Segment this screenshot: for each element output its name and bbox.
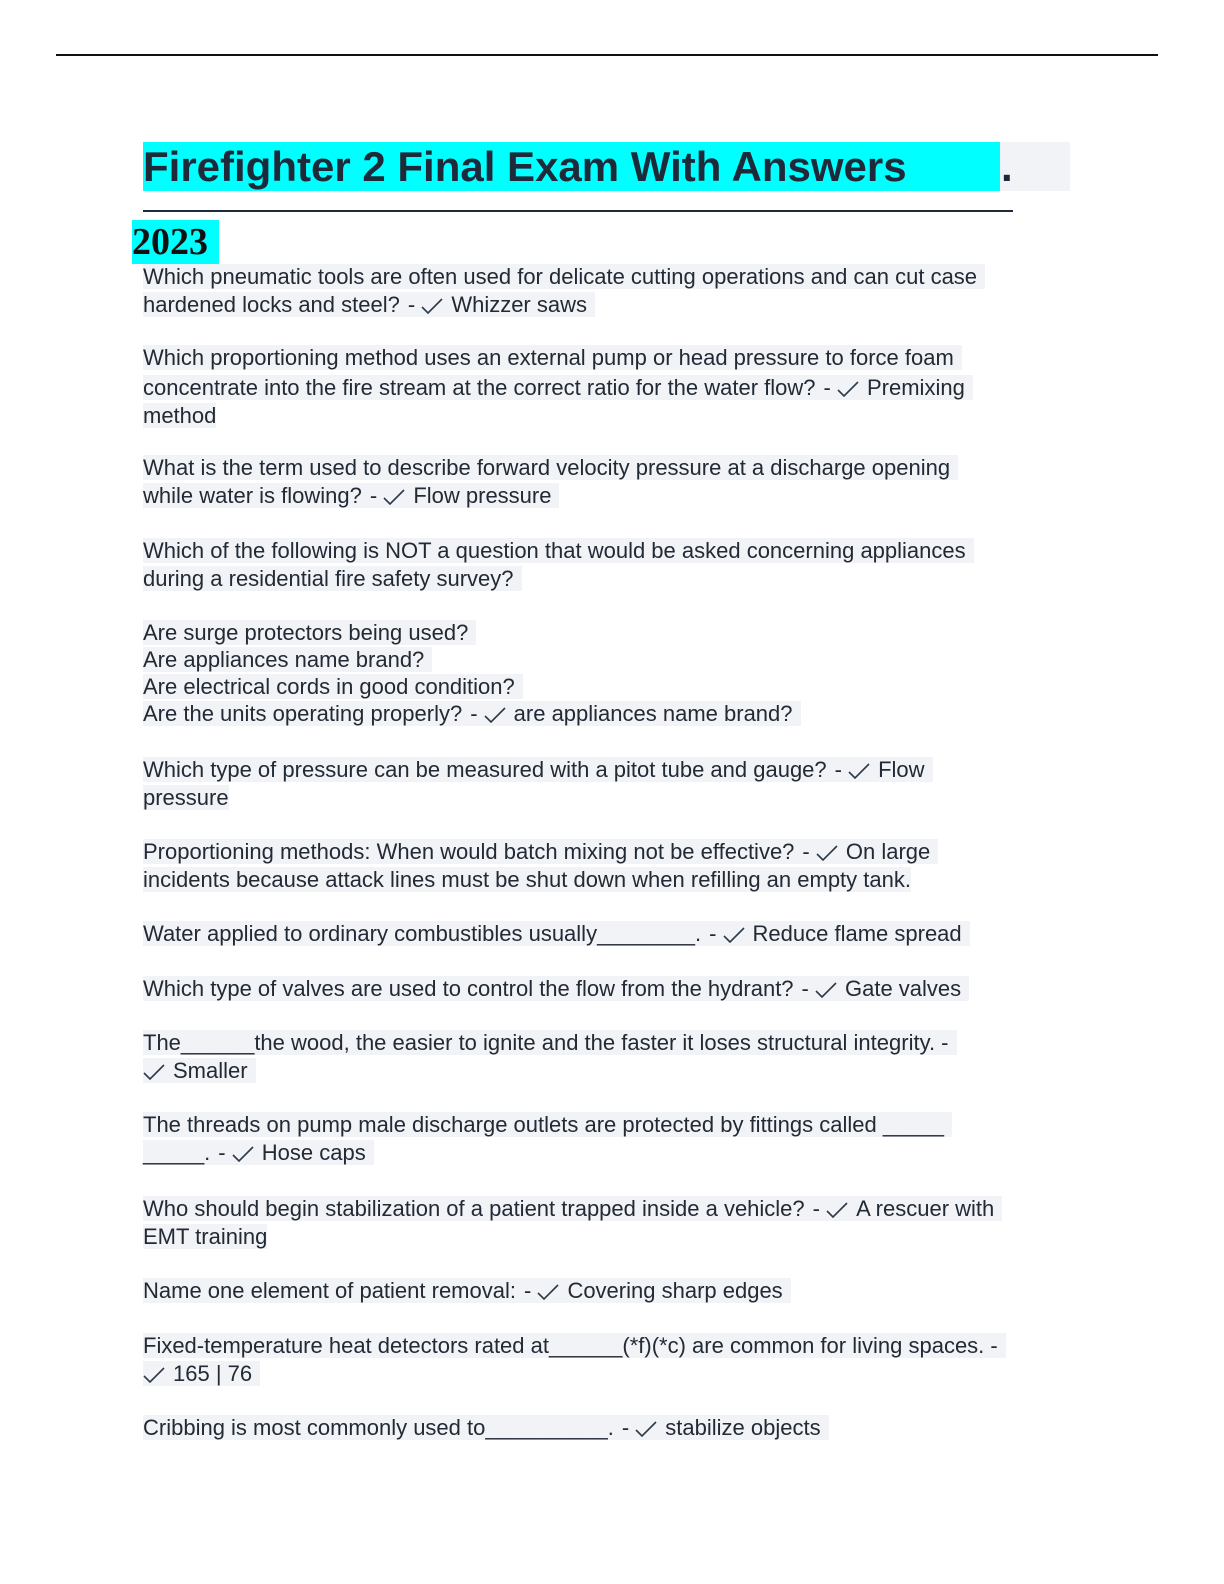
- answer-text: Hose caps: [262, 1140, 374, 1165]
- answer-marker: -: [813, 1196, 856, 1221]
- check-mark-icon: [815, 982, 837, 998]
- answer-marker: -: [218, 1140, 261, 1165]
- check-mark-icon: [635, 1421, 657, 1437]
- answer-text: Reduce flame spread: [753, 921, 970, 946]
- qa-item: [143, 1195, 1002, 1251]
- check-mark-icon: [816, 845, 838, 861]
- question-text: hardened locks and steel?: [143, 292, 408, 317]
- answer-text: Gate valves: [845, 976, 969, 1001]
- qa-item: [143, 1332, 1006, 1388]
- qa-options: [143, 619, 801, 727]
- question-text: Which type of pressure can be measured with a pitot tube and gauge?: [143, 757, 835, 782]
- answer-text: Covering sharp edges: [567, 1278, 790, 1303]
- question-text: Which type of valves are used to control the flow from the hydrant?: [143, 976, 802, 1001]
- answer-text-continued: method: [143, 403, 217, 428]
- answer-marker: -: [408, 292, 451, 317]
- answer-text: Whizzer saws: [451, 292, 595, 317]
- option-text: Are appliances name brand?: [143, 647, 432, 672]
- qa-item: [143, 1414, 829, 1442]
- answer-marker: -: [709, 921, 752, 946]
- question-text: Which of the following is NOT a question that would be asked concerning appliances: [143, 538, 974, 563]
- question-text: Who should begin stabilization of a patient trapped inside a vehicle?: [143, 1196, 813, 1221]
- qa-item: [143, 838, 938, 894]
- title-rule: [143, 210, 1013, 212]
- answer-marker: -: [622, 1415, 665, 1440]
- qa-item: [143, 920, 970, 948]
- qa-item: [143, 756, 933, 812]
- title-suffix: .: [1001, 143, 1013, 190]
- answer-text: Premixing: [867, 375, 973, 400]
- answer-text: Smaller: [173, 1058, 256, 1083]
- option-text: Are electrical cords in good condition?: [143, 674, 523, 699]
- question-text: What is the term used to describe forward velocity pressure at a discharge opening: [143, 455, 958, 480]
- option-text: Are surge protectors being used?: [143, 620, 476, 645]
- answer-text-continued: pressure: [143, 785, 229, 810]
- question-text: Which pneumatic tools are often used for delicate cutting operations and can cut case: [143, 264, 985, 289]
- answer-text: On large: [846, 839, 938, 864]
- question-text: The threads on pump male discharge outlets are protected by fittings called _____: [143, 1112, 952, 1137]
- answer-marker: -: [802, 839, 845, 864]
- answer-marker: -: [470, 701, 513, 726]
- check-mark-icon: [232, 1146, 254, 1162]
- answer-text: A rescuer with: [856, 1196, 1002, 1221]
- check-mark-icon: [421, 298, 443, 314]
- answer-marker: -: [370, 483, 413, 508]
- answer-marker: [143, 1361, 173, 1386]
- answer-text: stabilize objects: [665, 1415, 828, 1440]
- check-mark-icon: [484, 707, 506, 723]
- answer-marker: -: [802, 976, 845, 1001]
- option-text: Are the units operating properly?: [143, 701, 470, 726]
- check-mark-icon: [848, 763, 870, 779]
- question-text: Fixed-temperature heat detectors rated at______(*f)(*c) are common for living spaces. -: [143, 1333, 1006, 1358]
- qa-item: [143, 454, 958, 510]
- check-mark-icon: [723, 927, 745, 943]
- answer-text: Flow pressure: [413, 483, 559, 508]
- question-text: concentrate into the fire stream at the correct ratio for the water flow?: [143, 375, 824, 400]
- question-text: Proportioning methods: When would batch mixing not be effective?: [143, 839, 802, 864]
- check-mark-icon: [143, 1367, 165, 1383]
- qa-item: [143, 1277, 791, 1305]
- qa-item: [143, 1111, 952, 1167]
- qa-item: [143, 975, 969, 1003]
- check-mark-icon: [383, 489, 405, 505]
- answer-text-continued: EMT training: [143, 1224, 268, 1249]
- answer-marker: -: [524, 1278, 567, 1303]
- check-mark-icon: [537, 1284, 559, 1300]
- answer-marker: -: [824, 375, 867, 400]
- check-mark-icon: [826, 1202, 848, 1218]
- year-label: 2023: [132, 220, 219, 264]
- question-text: Cribbing is most commonly used to__________.: [143, 1415, 622, 1440]
- question-text: Which proportioning method uses an external pump or head pressure to force foam: [143, 345, 962, 370]
- title-row: [143, 142, 1070, 191]
- answer-text: Flow: [878, 757, 932, 782]
- qa-item: [143, 1029, 957, 1085]
- answer-text: are appliances name brand?: [514, 701, 801, 726]
- answer-marker: -: [835, 757, 878, 782]
- qa-item: [143, 263, 985, 319]
- question-text: _____.: [143, 1140, 218, 1165]
- answer-text-continued: incidents because attack lines must be shut down when refilling an empty tank.: [143, 867, 911, 892]
- top-rule: [56, 54, 1158, 56]
- question-text: during a residential fire safety survey?: [143, 566, 522, 591]
- check-mark-icon: [143, 1064, 165, 1080]
- answer-marker: [143, 1058, 173, 1083]
- qa-item: [143, 344, 973, 430]
- page-title: Firefighter 2 Final Exam With Answers: [143, 142, 1000, 191]
- check-mark-icon: [837, 381, 859, 397]
- qa-item: [143, 537, 974, 593]
- question-text: Water applied to ordinary combustibles usually________.: [143, 921, 709, 946]
- question-text: The______the wood, the easier to ignite and the faster it loses structural integrity. -: [143, 1030, 957, 1055]
- question-text: while water is flowing?: [143, 483, 370, 508]
- question-text: Name one element of patient removal:: [143, 1278, 524, 1303]
- answer-text: 165 | 76: [173, 1361, 260, 1386]
